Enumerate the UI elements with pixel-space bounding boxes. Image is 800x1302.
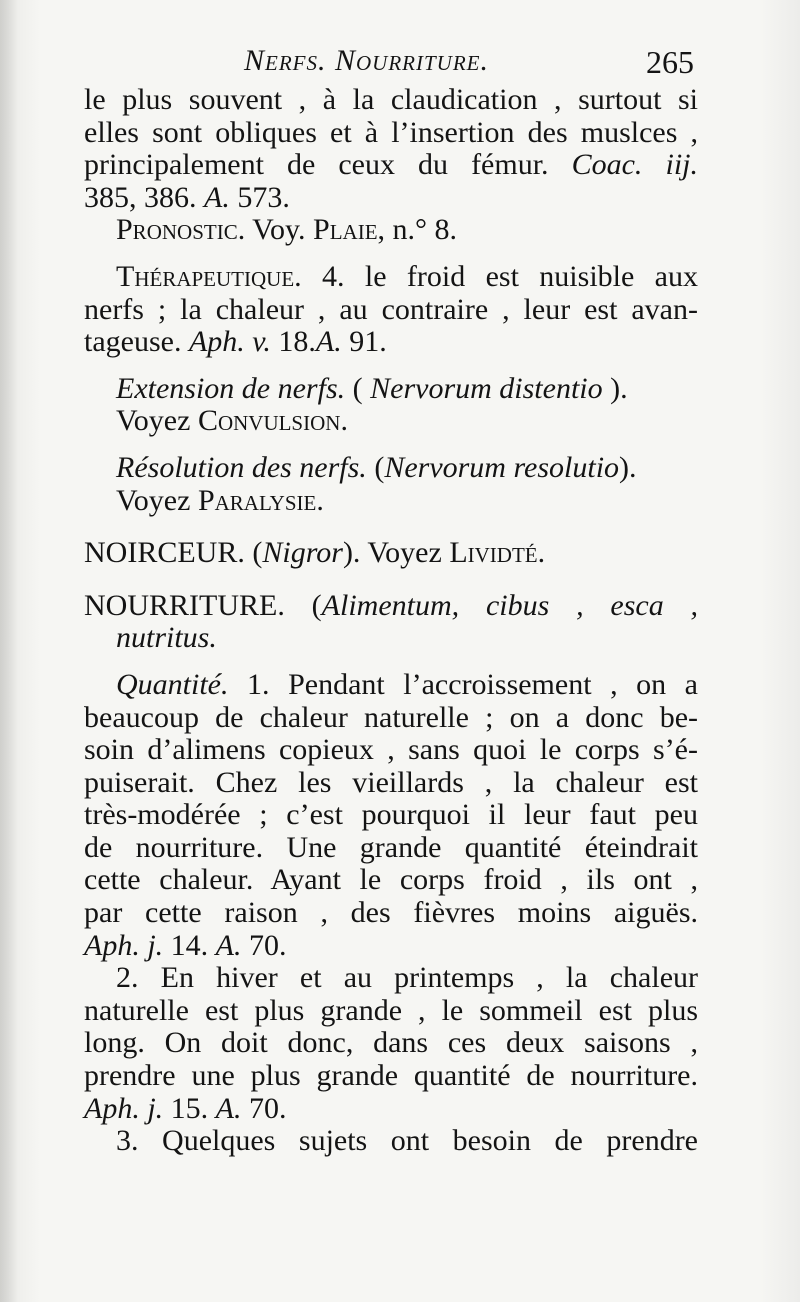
text-line: 2. En hiver et au printemps , la chaleur	[116, 961, 698, 995]
running-head: Nerfs. Nourriture.	[244, 44, 489, 77]
page-number: 265	[646, 44, 694, 80]
text-line: Voyez Convulsion.	[116, 404, 348, 438]
text-line: nutritus.	[116, 621, 217, 655]
text-line: puiserait. Chez les vieillards , la chaleur est	[84, 765, 698, 799]
page-gutter-shadow	[0, 0, 18, 1302]
text-line: soin d’alimens copieux , sans quoi le corps s’é-	[84, 733, 698, 767]
text-line: très-modérée ; c’est pourquoi il leur faut peu	[84, 798, 698, 832]
text-line: Aph. j. 14. A. 70.	[84, 928, 287, 962]
text-line: cette chaleur. Ayant le corps froid , ils ont ,	[84, 863, 698, 897]
subentry-title: Extension de nerfs. ( Nervorum distentio ).	[116, 371, 628, 405]
text-line: elles sont obliques et à l’insertion des muslces ,	[84, 115, 698, 149]
page-header	[84, 44, 694, 84]
page-text	[84, 84, 698, 1158]
entry-title: NOIRCEUR. (Nigror). Voyez Lividté.	[84, 536, 546, 570]
text-line: nerfs ; la chaleur , au contraire , leur est avan-	[84, 292, 698, 326]
text-line: Aph. j. 15. A. 70.	[84, 1091, 287, 1125]
text-line: Pronostic. Voy. Plaie, n.° 8.	[116, 213, 458, 247]
text-line: beaucoup de chaleur naturelle ; on a donc be-	[84, 700, 698, 734]
text-line: long. On doit donc, dans ces deux saisons ,	[84, 1026, 698, 1060]
text-line: prendre une plus grande quantité de nourriture.	[84, 1059, 698, 1093]
entry-title: NOURRITURE. (Alimentum, cibus , esca ,	[84, 588, 699, 622]
text-line: Thérapeutique. 4. le froid est nuisible aux	[116, 259, 698, 293]
text-line: Quantité. 1. Pendant l’accroissement , on a	[116, 667, 698, 701]
text-line: tageuse. Aph. v. 18.A. 91.	[84, 325, 387, 359]
text-line: le plus souvent , à la claudication , surtout si	[84, 83, 698, 116]
text-line: naturelle est plus grande , le sommeil est plus	[84, 993, 698, 1027]
text-line: 3. Quelques sujets ont besoin de prendre	[116, 1124, 698, 1158]
text-line: de nourriture. Une grande quantité éteindrait	[84, 830, 698, 864]
subentry-title: Résolution des nerfs. (Nervorum resolutio).	[116, 450, 637, 484]
text-line: principalement de ceux du fémur. Coac. iij.	[84, 148, 698, 182]
text-line: par cette raison , des fièvres moins aiguës.	[84, 896, 698, 930]
text-line: Voyez Paralysie.	[116, 483, 324, 517]
text-line: 385, 386. A. 573.	[84, 180, 290, 214]
